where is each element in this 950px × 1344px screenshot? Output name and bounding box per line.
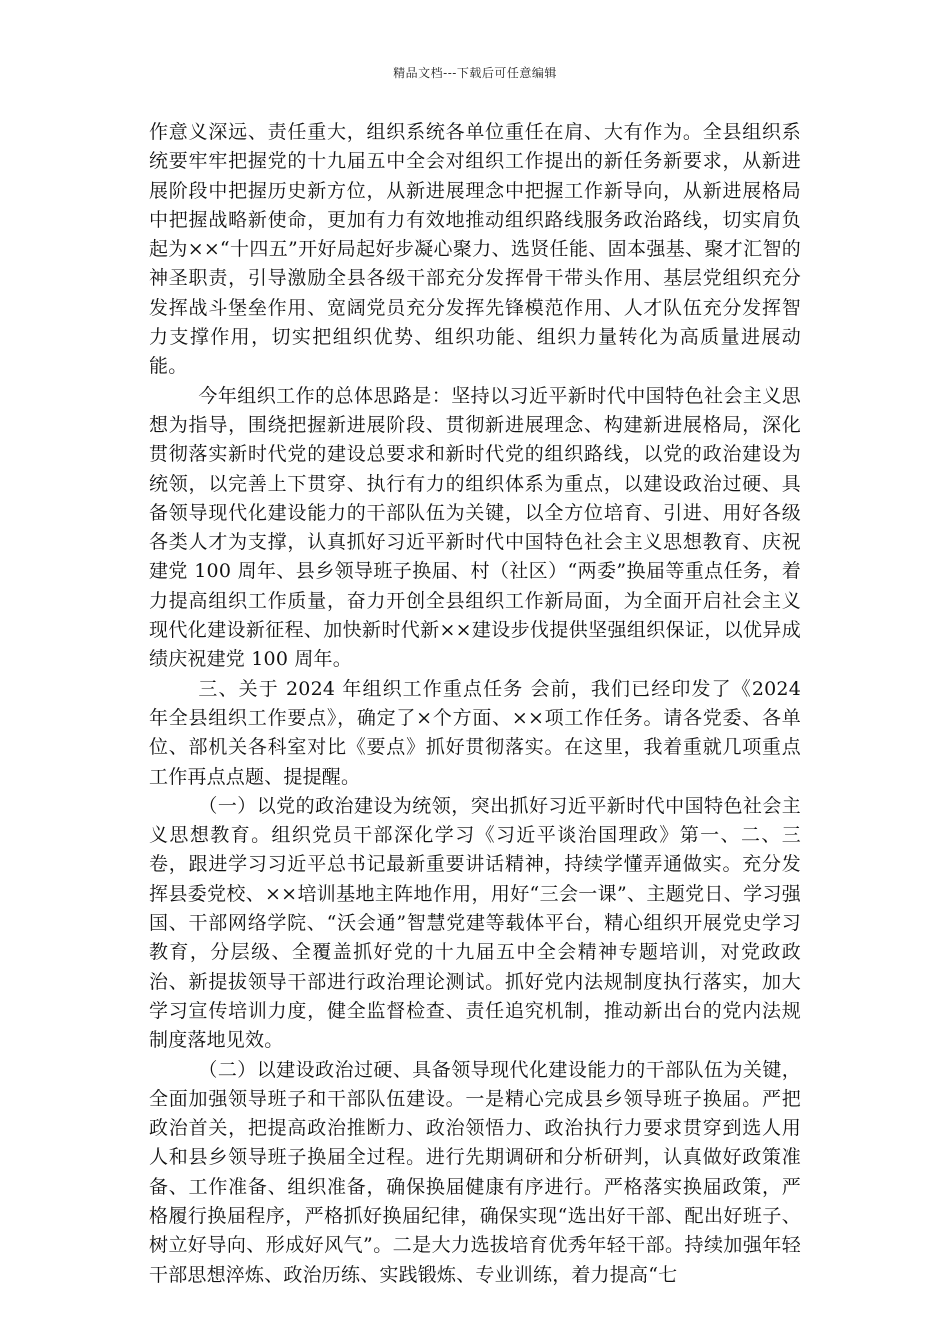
paragraph-overall-approach: 今年组织工作的总体思路是：坚持以习近平新时代中国特色社会主义思想为指导，围绕把握新进展阶段、贯彻新进展理念、构建新进展格局，深化贯彻落实新时代党的建设总要求和新时代党的组织路线，以党的政治建设为统领，以完善上下贯穿、执行有力的组织体系为重点，以建设政治过硬、具备领导现代化建设能力的干部队伍为关键，以全方位培育、引进、用好各级各类人才为支撑，认真抓好习近平新时代中国特色社会主义思想教育、庆祝建党 100 周年、县乡领导班子换届、村（社区）“两委”换届等重点任务，着力提高组织工作质量，奋力开创全县组织工作新局面，为全面开启社会主义现代化建设新征程、加快新时代新××建设步伐提供坚强组织保证，以优异成绩庆祝建党 100 周年。: [149, 384, 801, 671]
paragraph-continuation: 作意义深远、责任重大，组织系统各单位重任在肩、大有作为。全县组织系统要牢牢把握党的十九届五中全会对组织工作提出的新任务新要求，从新进展阶段中把握历史新方位，从新进展理念中把握工作新导向，从新进展格局中把握战略新使命，更加有力有效地推动组织路线服务政治路线，切实肩负起为××“十四五”开好局起好步凝心聚力、选贤任能、固本强基、聚才汇智的神圣职责，引导激励全县各级干部充分发挥骨干带头作用、基层党组织充分发挥战斗堡垒作用、宽阔党员充分发挥先锋模范作用、人才队伍充分发挥智力支撑作用，切实把组织优势、组织功能、组织力量转化为高质量进展动能。: [149, 121, 801, 378]
paragraph-section-three: 三、关于 2024 年组织工作重点任务 会前，我们已经印发了《2024 年全县组织工作要点》，确定了×个方面、××项工作任务。请各党委、各单位、部机关各科室对比《要点》抓好贯彻落实。在这里，我着重就几项重点工作再点点题、提提醒。: [149, 677, 801, 788]
paragraph-item-two: （二）以建设政治过硬、具备领导现代化建设能力的干部队伍为关键，全面加强领导班子和干部队伍建设。一是精心完成县乡领导班子换届。严把政治首关，把提高政治推断力、政治领悟力、政治执行力要求贯穿到选人用人和县乡领导班子换届全过程。进行先期调研和分析研判，认真做好政策准备、工作准备、组织准备，确保换届健康有序进行。严格落实换届政策，严格履行换届程序，严格抓好换届纪律，确保实现“选出好干部、配出好班子、树立好导向、形成好风气”。二是大力选拔培育优秀年轻干部。持续加强年轻干部思想淬炼、政治历练、实践锻炼、专业训练，着力提高“七: [149, 1058, 801, 1286]
paragraph-item-one: （一）以党的政治建设为统领，突出抓好习近平新时代中国特色社会主义思想教育。组织党员干部深化学习《习近平谈治国理政》第一、二、三卷，跟进学习习近平总书记最新重要讲话精神，持续学懂弄通做实。充分发挥县委党校、××培训基地主阵地作用，用好“三会一课”、主题党日、学习强国、干部网络学院、“沃会通”智慧党建等载体平台，精心组织开展党史学习教育，分层级、全覆盖抓好党的十九届五中全会精神专题培训，对党政政治、新提拔领导干部进行政治理论测试。抓好党内法规制度执行落实，加大学习宣传培训力度，健全监督检查、责任追究机制，推动新出台的党内法规制度落地见效。: [149, 794, 801, 1052]
page-header: 精品文档---下载后可任意编辑: [393, 66, 557, 80]
document-body: [149, 118, 801, 1290]
